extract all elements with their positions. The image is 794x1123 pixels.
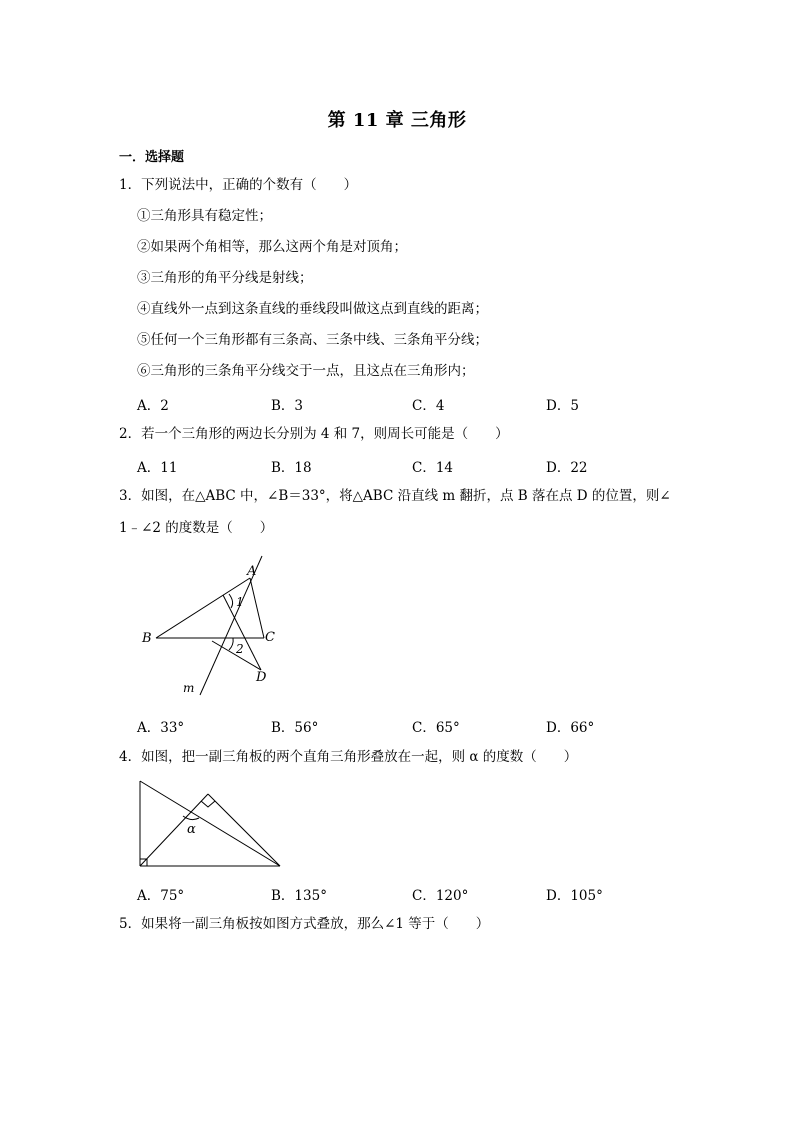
question-4-options [137, 884, 617, 902]
question-1-options [137, 394, 617, 412]
question-1-item-2: ②如果两个角相等，那么这两个角是对顶角； [137, 239, 407, 255]
segment-ac [250, 578, 264, 638]
label-m: m [183, 681, 195, 695]
option-d: D．66° [546, 720, 595, 736]
question-1-item-5: ⑤任何一个三角形都有三条高、三条中线、三条角平分线； [137, 332, 488, 348]
option-d: D．5 [546, 398, 579, 414]
question-1-item-3: ③三角形的角平分线是射线； [137, 270, 313, 286]
question-3-options [137, 716, 617, 734]
angle-2-arc [229, 638, 233, 650]
question-4-stem: 4．如图，把一副三角板的两个直角三角形叠放在一起，则 α 的度数（ ） [119, 749, 578, 765]
label-c: C [265, 630, 275, 645]
option-d: D．105° [546, 888, 603, 904]
label-a: A [247, 564, 257, 579]
question-3-stem-line-2: 1﹣∠2 的度数是（ ） [119, 520, 274, 536]
question-5-stem: 5．如果将一副三角板按如图方式叠放，那么∠1 等于（ ） [119, 916, 490, 932]
question-3-figure [138, 550, 288, 700]
label-angle-1: 1 [236, 595, 244, 609]
question-3-stem-line-1: 3．如图，在△ABC 中，∠B＝33°，将△ABC 沿直线 m 翻折，点 B 落在点 D 的位置，则∠ [119, 488, 671, 504]
option-c: C．4 [412, 398, 445, 414]
page-title: 第 11 章 三角形 [327, 110, 467, 131]
angle-alpha-arc [183, 816, 199, 820]
question-2-options [137, 456, 617, 474]
label-angle-2: 2 [236, 642, 244, 656]
label-alpha: α [187, 822, 196, 837]
option-b: B．56° [271, 720, 319, 736]
question-1-item-1: ①三角形具有稳定性； [137, 208, 272, 224]
question-1-item-6: ⑥三角形的三条角平分线交于一点，且这点在三角形内； [137, 363, 475, 379]
section-heading: 一．选择题 [119, 150, 185, 165]
option-c: C．65° [412, 720, 460, 736]
label-d: D [256, 670, 267, 685]
question-1-item-4: ④直线外一点到这条直线的垂线段叫做这点到直线的距离； [137, 301, 488, 317]
label-b: B [142, 631, 152, 646]
option-b: B．18 [271, 460, 312, 476]
option-a: A．11 [137, 460, 178, 476]
triangle-2-leg [140, 794, 208, 866]
angle-1-arc [229, 594, 233, 608]
question-1-stem: 1．下列说法中，正确的个数有（ ） [119, 177, 358, 193]
option-d: D．22 [546, 460, 588, 476]
triangle-2-leg-2 [208, 794, 280, 866]
right-angle-marker-2 [201, 801, 215, 807]
question-4-figure [136, 778, 286, 870]
option-b: B．135° [271, 888, 327, 904]
option-c: C．120° [412, 888, 469, 904]
option-c: C．14 [412, 460, 454, 476]
option-a: A．2 [137, 398, 169, 414]
question-2-stem: 2．若一个三角形的两边长分别为 4 和 7，则周长可能是（ ） [119, 426, 509, 442]
option-a: A．75° [137, 888, 185, 904]
triangle-1-hypotenuse [140, 781, 280, 866]
option-a: A．33° [137, 720, 185, 736]
option-b: B．3 [271, 398, 304, 414]
